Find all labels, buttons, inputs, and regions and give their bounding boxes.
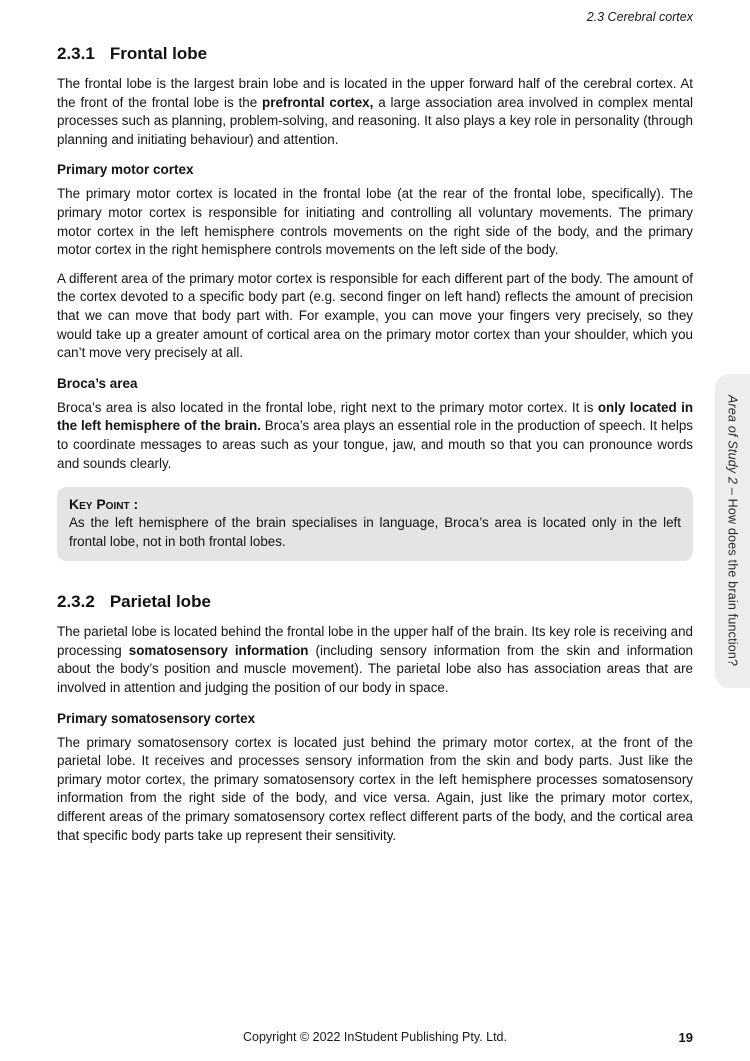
key-point-text: As the left hemisphere of the brain specialises in language, Broca’s area is located only in the left frontal lobe, not in both frontal lobes. bbox=[69, 515, 681, 549]
side-tab-label-italic: Area of Study 2 bbox=[725, 395, 740, 485]
subheading-primary-somatosensory-cortex: Primary somatosensory cortex bbox=[57, 710, 256, 726]
section-title: Frontal lobe bbox=[109, 44, 208, 63]
paragraph-brocas-area: Broca’s area is also located in the frontal lobe, right next to the primary motor cortex. It is only located in the left hemisphere of the brain. Broca’s area plays an essential role in the production of speech. It helps to coordinate messages to areas such as your tongue, jaw, and mouth so that you can pronounce words and sounds clearly. bbox=[57, 399, 693, 471]
paragraph-frontal-intro: The frontal lobe is the largest brain lobe and is located in the upper forward half of the cerebral cortex. At the front of the frontal lobe is the prefrontal cortex, a large association area involved in complex mental processes such as planning, problem-solving, and reasoning. It also plays a key role in personality (through planning and initiating behaviour) and attention. bbox=[57, 76, 693, 147]
subheading-primary-motor-cortex: Primary motor cortex bbox=[57, 162, 194, 178]
page-footer bbox=[0, 1030, 750, 1050]
section-heading-frontal-lobe bbox=[57, 44, 693, 64]
section-heading-parietal-lobe bbox=[57, 592, 693, 612]
section-number: 2.3.2 bbox=[57, 592, 95, 612]
paragraph-primary-somatosensory: The primary somatosensory cortex is located just behind the primary motor cortex, at the front of the parietal lobe. It receives and processes sensory information from the skin and body parts. Just like the primary motor cortex, the primary somatosensory cortex in the left hemisphere processes somatosensory information from the right side of the body, and vice versa. Again, just like the primary motor cortex, different areas of the primary somatosensory cortex reflect different parts of the body, and the cortical area that specific body parts take up represent their sensitivity. bbox=[57, 734, 693, 843]
side-tab-area-of-study bbox=[715, 374, 750, 688]
section-parietal-lobe bbox=[57, 592, 693, 845]
copyright-text: Copyright © 2022 InStudent Publishing Pty. Ltd. bbox=[242, 1030, 507, 1044]
key-point-label: Key Point : bbox=[69, 496, 139, 513]
running-header: 2.3 Cerebral cortex bbox=[586, 10, 693, 24]
section-title: Parietal lobe bbox=[109, 592, 211, 612]
section-frontal-lobe bbox=[57, 44, 693, 561]
side-tab-label-regular: – How does the brain function? bbox=[725, 484, 740, 667]
paragraph-primary-motor-1: The primary motor cortex is located in the frontal lobe (at the rear of the frontal lobe, specifically). The primary motor cortex is responsible for initiating and controlling all voluntary movements. The primary motor cortex in the left hemisphere controls movements on the right side of the body, and the primary motor cortex in the right hemisphere controls movements on the left side of the body. bbox=[57, 186, 693, 258]
page-content bbox=[57, 44, 693, 855]
page-number: 19 bbox=[678, 1030, 693, 1045]
subheading-brocas-area: Broca’s area bbox=[57, 375, 138, 391]
section-number: 2.3.1 bbox=[57, 44, 95, 63]
paragraph-parietal-intro: The parietal lobe is located behind the frontal lobe in the upper half of the brain. Its key role is receiving and processing somatosensory information (including sensory information from the skin and information about the body’s position and muscle movement). The parietal lobe also has association areas that are involved in attention and judging the position of our body in space. bbox=[57, 624, 694, 696]
key-point-box bbox=[57, 487, 693, 561]
side-tab-label bbox=[726, 395, 740, 666]
paragraph-primary-motor-2: A different area of the primary motor cortex is responsible for each different part of the body. The amount of the cortex devoted to a specific body part (e.g. second finger on left hand) reflects the amount of precision that we can move that body part with. For example, you can move your fingers very precisely, so they would take up a greater amount of cortical area on the primary motor cortex than your shoulder, which you can’t move very precisely at all. bbox=[57, 270, 693, 361]
